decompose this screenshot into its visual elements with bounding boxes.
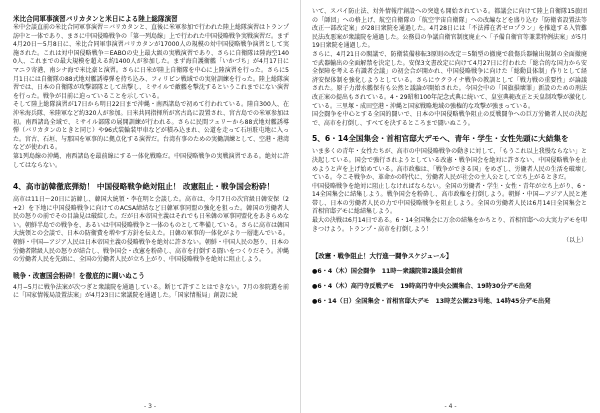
paragraph: そして陸上総隊演習が17日から明日22日まで沖縄・南西諸島で初めて行われている。陸自300人、在沖米海兵隊、米陸軍など約320人が参加。日米共同指揮所が宮古島に設置され、宮古島での米軍参加は初。南西諸島全域で、ミサイル部隊の展開訓練が行われる。さらに民間フェリーから88式地対艦誘導弾（バリカタンのときと同じ）や96式装輪装甲車などが積み込まれ、公道を走って石垣駐屯地に入った。宮古、石垣、与那国を軍事的に拠点化する演習だ。台湾有事のための実働訓練として、空港・港湾などが使われる。 [13, 101, 289, 152]
page-number: - 3 - [144, 403, 156, 410]
section-heading-4: 4、高市訪韓徹底弾劾！ 中国侵略戦争絶対阻止！ 改憲阻止・戦争国会粉砕！ [13, 182, 275, 192]
paragraph: 中国侵略戦争を絶対に阻止しなければならない。全国の労働者・学生・女性・青年が立ち上がり、6・14全国集会に結集しよう。戦争国会を粉砕し、高市政権を打倒しよう。朝鮮・中国—アジア人民と連帯し、日本の労働者人民の力で中国侵略戦争を阻止しよう。全国の労働者人民は6月14日全国集会と首相官邸デモに総結集しよう。 [312, 182, 587, 216]
section-heading-joint-exercises: 米比合同軍事演習バリカタンと米日による陸上総隊演習 [13, 15, 178, 23]
paragraph: 朝鮮・中国—アジア人民は日本帝国主義の侵略戦争を絶対に許さない。朝鮮・中国人民の怒り、日本の労働者階級人民の怒りが結合し、戦争国会・改憲を粉砕し、高市を打倒する闘いをつくりだそう。沖縄の労働者人民を先頭に、全国の労働者人民が立ち上がり、中国侵略戦争を絶対に阻止しよう。 [13, 239, 290, 264]
paragraph: 米中会談直前の米比合同軍事演習＝バリカタンと、直後に米軍参加で行われた陸上総隊演習はトランプ訪中と一体であり、まさに中国侵略戦争の「第一列島線」上で行われた中国侵略戦争実戦演習だ。まず4月20日〜5月8日に、米比合同軍事演習バリカタンが17000人の規模の対中国侵略戦争演習として実施された。これは対中国侵略戦争＝EABOの史上最大級の実戦演習であり、さらに自衛隊は陸海空1400人、これまでの最大規模を超える約1400人が参加した。まず海自護衛艦「いかづち」が4月17日にマニラ寄港、南シナ海で米比豪と演習。さらに日米が陸上自衛隊を中心に上陸演習を行った。さらに5月1日には自衛隊の88式地対艦誘導弾を持ち込み、フィリピン戦域での実射訓練を行った。陸上総隊演習では、日本の自衛隊が攻撃部隊として出撃し、ミサイルで敵艦を撃沈するというこれまでにない演習を行った。戦争が目前に迫っていることを示している。 [13, 24, 290, 100]
paragraph: 高市は11日〜20日に訪韓し、韓国大統領・李在明と会談した。高市は、今月7日の次官級日韓安保（2+2）を下地に中国侵略戦争に向けてのACSA締結など日韓軍事同盟の強化を狙った。韓国の労働者人民の怒りの前でその目論見は破綻した。だが日本帝国主義はそれでも日米韓の軍事同盟化をあきらめない。朝鮮半島での戦争を、あるいは中国侵略戦争と一体のものとして準備している。さらに高市は韓国大統領との会談で、日本の防衛費を増やす方針を伝えた。日韓の軍事的一体化がより一層進んでいる。 [13, 196, 290, 238]
schedule-item: ●6・4（木）国会闘争 11時〜衆議院第2議員会館前 [312, 268, 463, 276]
section-subheading-diet: 戦争・改憲国会粉砕！を徹底的に闘いぬこう [13, 271, 145, 280]
paragraph: 第1列島線の沖縄、南西諸島を最前線にする一体化戦略だ。中国侵略戦争の実戦演習である。絶対に許してはならない。 [13, 152, 289, 169]
right-page [300, 0, 600, 413]
page-number: - 4 - [444, 403, 457, 410]
schedule-title: 【改憲・戦争阻止！大行進一闘争スケジュール】 [312, 252, 453, 261]
paragraph: 国会闘争を中心とする全国的闘いで、日本の中国侵略戦争阻止の反戦闘争への巨万労働者人民の決起で、高市を打倒し、すべてを決するところまで闘いぬこう。 [312, 111, 587, 127]
paragraph: 4月−5月に戦争法案が次つぎと衆議院を通過している。断じて許すことはできない。7月の参院選を前に「国家情報局設置法案」が4月23日に衆議院を通過した。「国家情報局」創設に続 [13, 283, 289, 300]
paragraph: いて、スパイ防止法、対外情報庁創設への突進も開始されている。都議会に向けて陸上自衛隊15旅団の「師団」への格上げ、航空自衛隊の「航空宇宙自衛隊」への改編などを盛り込む「防衛省設置法等改正一部改定案」が28日衆院を通過した。4月28日には「不法滞在者ゼロプラン」を推進する入管難民法改悪案が衆議院を通過した。公務員の争議自衛官制度廃止へ「予備自衛官等兼業特例法案」が5月19日衆院を通過した。 [312, 8, 587, 50]
paragraph: さらに、4月21日の閣議で、防衛装備移転3原則の改定＝5類型の撤廃で殺傷兵器輸出規制の全面撤廃で武器輸出の全面解禁を決定した。安保3文書改定に向けて4月27日に行われた「総合的な国力から安全保障を考える有識者会議」の初会合が開かれ、中国侵略戦争に向けた「総動員体制」作りとして経済安保体制を強化しようとしている。さらにウクライナ戦争の教訓として「戦力戦の重要性」が論議された。原子力潜水艦保有も公然と議論が開始された。今国会中の「国旗損壊罪」新設のための刑法改正案の提出もされている。4・29昭和100年記念式典に続いて、皇室典範改正と天皇制攻撃が激化している。三里塚・成田空港・沖縄と国家戦略地域の強権的な攻撃が強まっている。 [312, 50, 587, 110]
paragraph: いま多くの青年・女性たちが、高市の中国侵略戦争の動きに対して、「もうこれ以上我慢ならない」と決起している。国会で強行されようとしている改憲・戦争国会を絶対に許さない、中国侵略戦争を止めようと声を上げ始めている。高市政権は、「戦争ができる国」をめざし、労働者人民の生活を破壊している。今こそ戦争か、革命かの時代に、労働者人民が社会の主人公として立ち上がるときだ。 [312, 148, 587, 182]
schedule-item: ●6・14（日）全国集会・首相官邸大デモ 13時芝公園23号地、14時45分デモ出発 [312, 298, 551, 306]
paragraph: 最大の決戦は6月14日である。6・14全国集会に万余の結集をかちとり、首相官邸への大実力デモを叩きつけよう。トランプ・高市を打倒しよう！ [312, 217, 587, 233]
section-heading-5: 5、6・14全国集会・首相官邸大デモへ、青年・学生・女性先頭に大結集を [312, 134, 569, 144]
closing-note: （以上） [562, 237, 587, 245]
schedule-item: ●6・4（木）高円寺反戦デモ 19時高円寺中央公園集合、19時30分デモ出発 [312, 283, 532, 291]
